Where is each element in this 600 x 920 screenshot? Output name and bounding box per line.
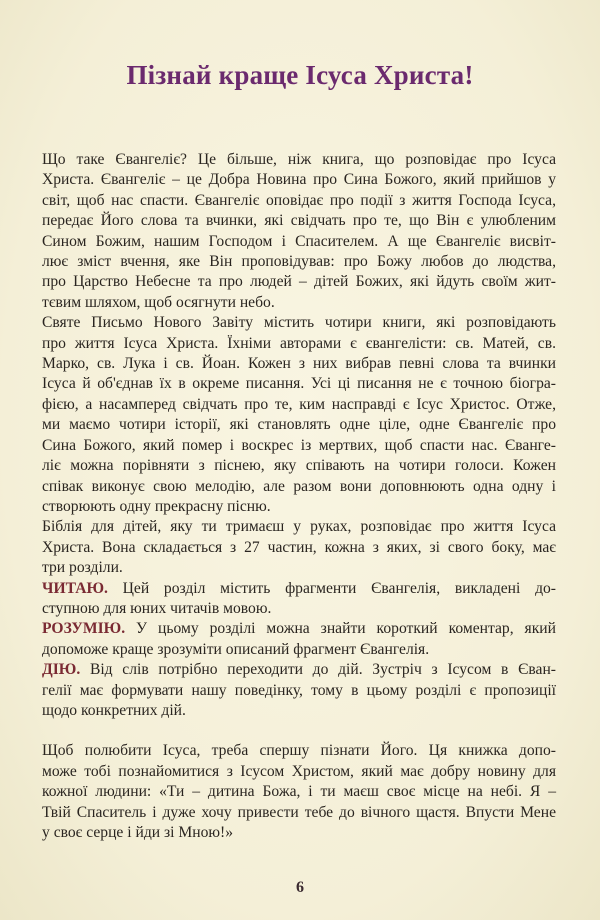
section-first-line: [42, 660, 556, 680]
page-title: Пізнай краще Ісуса Христа!: [126, 60, 474, 90]
text-line: три розділи.: [42, 559, 123, 577]
section-entry: [42, 579, 556, 620]
paragraph: [42, 517, 556, 578]
text-line: кожної людини: «Ти – дитина Божа, і ти маєш своє місце на небі. Я –: [42, 783, 556, 801]
section-first-line-text: У цьому розділі можна знайти короткий коментар, який: [125, 620, 556, 638]
text-line: гелії має формувати нашу поведінку, тому в цьому розділі є пропозиції: [42, 681, 556, 699]
text-line: Марко, св. Лука і св. Йоан. Кожен з них вибрав певні слова та вчинки: [42, 355, 556, 373]
section-first-line: [42, 619, 556, 639]
section-first-line-text: Цей розділ містить фрагменти Євангелія, викладені до-: [107, 579, 556, 597]
text-line: світ, щоб нас спасти. Євангеліє оповідає про події з життя Господа Ісуса,: [42, 191, 556, 209]
text-line: Христа. Євангеліє – це Добра Новина про Сина Божого, який прийшов у: [42, 171, 556, 189]
text-line: Ісуса й об'єднав їх в окреме писання. Усі ці писання не є точною біогра-: [42, 375, 556, 393]
paragraph: [42, 150, 556, 313]
text-line: може тобі познайомитися з Ісусом Христом, який має добру новину для: [42, 762, 556, 780]
section-entry: [42, 660, 556, 721]
page-body: [42, 150, 556, 843]
text-line: у своє серце і йди зі Мною!»: [42, 824, 234, 841]
text-line: про Царство Небесне та про людей – дітей Божих, які йдуть своїм жит-: [42, 273, 556, 291]
section-first-line: [42, 579, 556, 599]
text-line: про життя Ісуса Христа. Їхніми авторами є євангелісти: св. Матей, св.: [42, 334, 556, 352]
text-line: фією, а насамперед свідчать про те, ким насправді є Ісус Христос. Отже,: [42, 395, 556, 413]
text-line: Сином Божим, нашим Господом і Спасителем. А ще Євангеліє висвіт-: [42, 232, 556, 250]
paragraph: [42, 741, 556, 843]
intro-paragraphs: [42, 150, 556, 579]
text-line: Біблія для дітей, яку ти тримаєш у руках, розповідає про життя Ісуса: [42, 518, 556, 536]
text-line: допоможе краще зрозуміти описаний фрагмент Євангелія.: [42, 640, 430, 658]
section-entry: [42, 619, 556, 660]
closing-paragraph: [42, 741, 556, 843]
text-line: тєвим шляхом, щоб осягнути небо.: [42, 293, 275, 311]
text-line: передає Його слова та вчинки, які свідчать про те, що Він є улюбленим: [42, 212, 556, 230]
section-label: ЧИТАЮ.: [42, 579, 108, 597]
section-label: РОЗУМІЮ.: [42, 620, 126, 638]
paragraph: [42, 313, 556, 517]
page-number: 6: [296, 879, 304, 896]
section-label: ДІЮ.: [42, 661, 81, 679]
text-line: Твій Спаситель і дуже хочу привести тебе до вічного щастя. Впусти Мене: [42, 803, 556, 821]
text-line: лює зміст вчення, яке Він проповідував: про Божу любов до людства,: [42, 253, 556, 271]
text-line: співак виконує свою мелодію, але разом вони доповнюють одна одну і: [42, 477, 556, 495]
text-line: Сина Божого, який помер і воскрес із мертвих, щоб спасти нас. Єванге-: [42, 436, 556, 454]
text-line: Що таке Євангеліє? Це більше, ніж книга, що розповідає про Ісуса: [42, 151, 556, 168]
text-line: щодо конкретних дій.: [42, 701, 186, 719]
spacer: [42, 721, 556, 741]
section-descriptions: [42, 579, 556, 722]
section-first-line-text: Від слів потрібно переходити до дій. Зустріч з Ісусом в Єван-: [80, 661, 556, 679]
text-line: ми маємо чотири історії, які становлять одне ціле, одне Євангеліє про: [42, 416, 556, 434]
text-line: Христа. Вона складається з 27 частин, кожна з яких, зі свого боку, має: [42, 538, 556, 556]
text-line: Щоб полюбити Ісуса, треба спершу пізнати Його. Ця книжка допо-: [42, 742, 556, 760]
text-line: створюють одну прекрасну пісню.: [42, 497, 271, 515]
text-line: ступною для юних читачів мовою.: [42, 599, 272, 617]
text-line: Святе Письмо Нового Завіту містить чотири книги, які розповідають: [42, 314, 556, 332]
text-line: ліє можна порівняти з піснею, яку співають на чотири голоси. Кожен: [42, 457, 556, 475]
